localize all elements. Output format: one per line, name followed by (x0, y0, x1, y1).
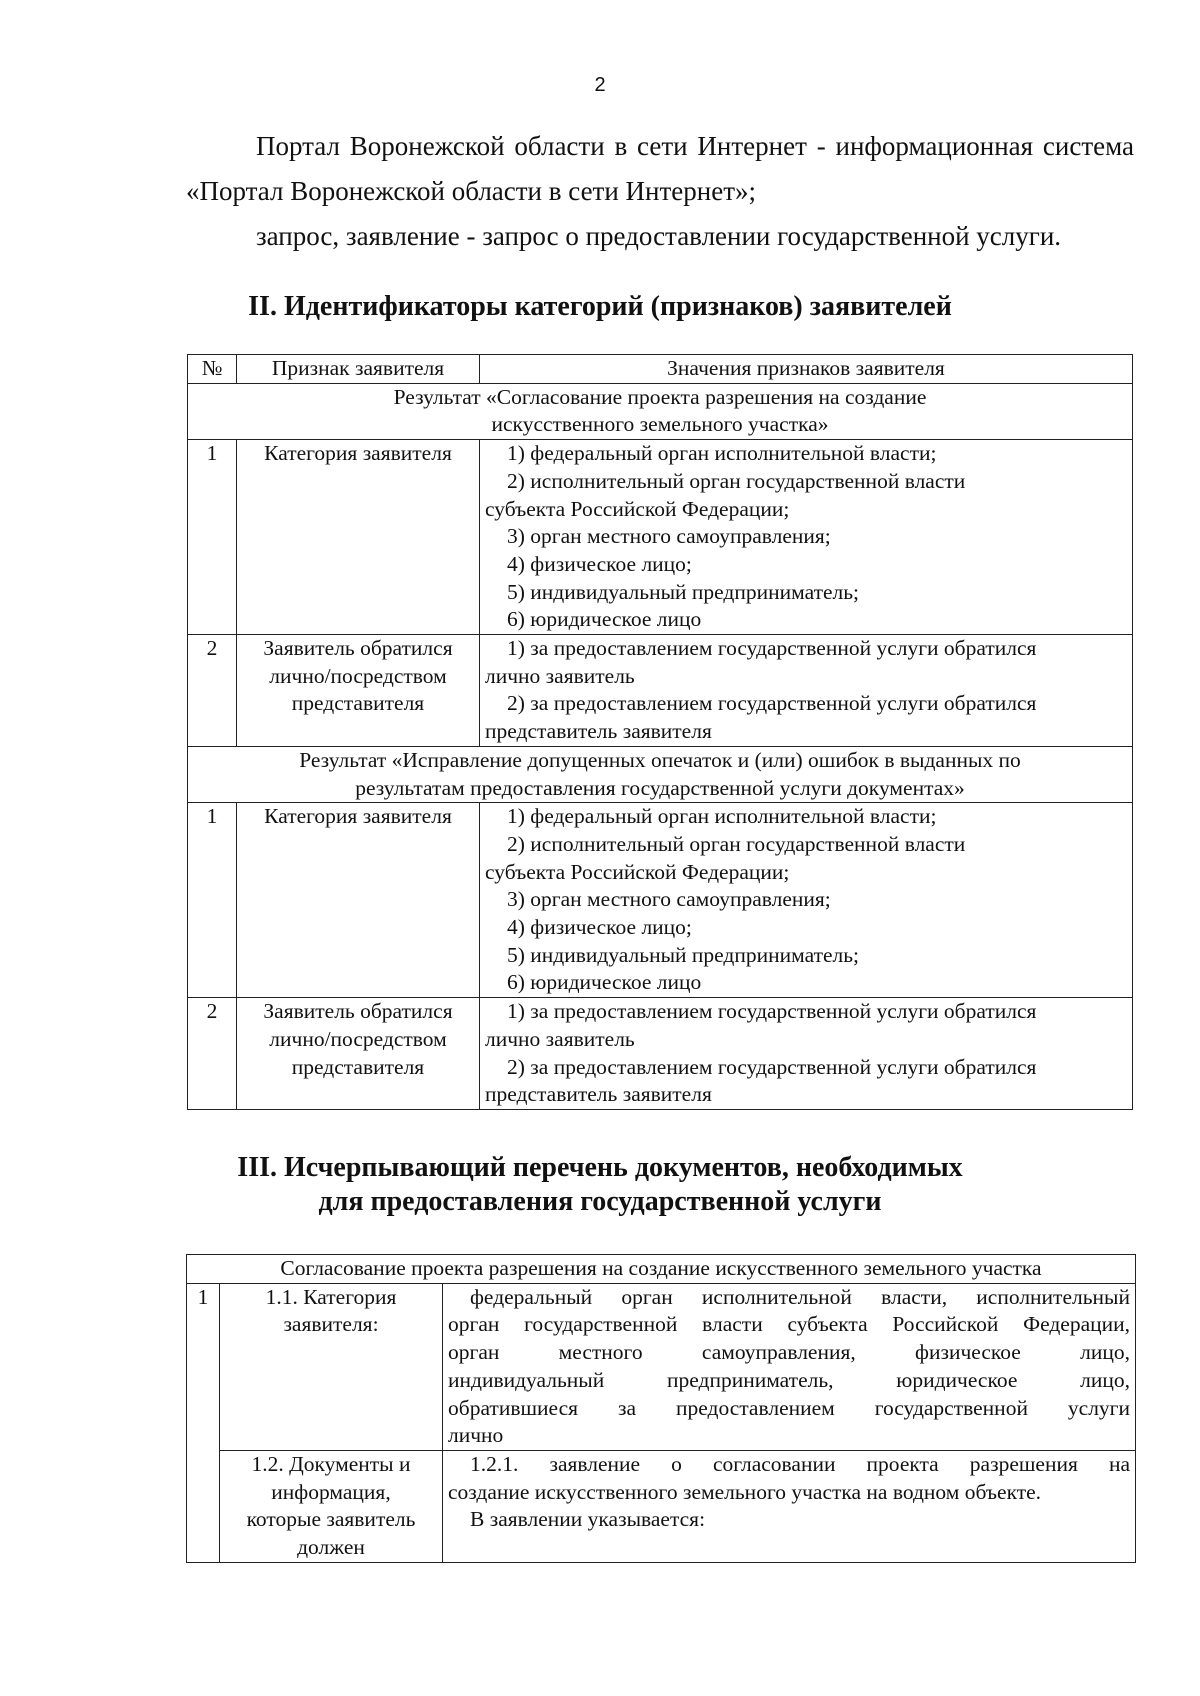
value-line: 3) орган местного самоуправления; (507, 887, 831, 912)
value-line: представитель заявителя (485, 1082, 712, 1107)
value-line: представитель заявителя (485, 719, 712, 744)
section-3-title-line: для предоставления государственной услуги (318, 1186, 882, 1217)
value-line: федеральный орган исполнительной власти, исполнительный (470, 1284, 1130, 1309)
section-3-title-line: III. Исчерпывающий перечень документов, необходимых (237, 1152, 963, 1183)
row-number: 2 (188, 635, 237, 747)
intro-paragraph-portal: Портал Воронежской области в сети Интернет - информационная система «Портал Воронежской области в сети Интернет»; (186, 131, 1134, 206)
value-line: 5) индивидуальный предприниматель; (507, 942, 860, 967)
row-values (480, 803, 1133, 998)
value-line: 2) исполнительный орган государственной власти (507, 831, 966, 856)
value-line: 4) физическое лицо; (507, 551, 692, 576)
row-attribute: Категория заявителя (237, 440, 480, 635)
table-header-row (187, 1255, 1136, 1284)
value-line: субъекта Российской Федерации; (485, 859, 790, 884)
col-values-header: Значения признаков заявителя (480, 355, 1133, 384)
attribute-line: представителя (291, 1054, 425, 1079)
col-attribute-header: Признак заявителя (237, 355, 480, 384)
attribute-line: Заявитель обратился (263, 636, 453, 661)
value-line: индивидуальный предприниматель, юридическое лицо, (448, 1367, 1130, 1392)
row-values (480, 635, 1133, 747)
table-row (188, 635, 1133, 747)
col-number-header: № (188, 355, 237, 384)
row-attribute (237, 635, 480, 747)
result-title-line: искусственного земельного участка» (491, 412, 829, 437)
value-line: 2) за предоставлением государственной услуги обратился (507, 1054, 1037, 1079)
section-2-title: II. Идентификаторы категорий (признаков) заявителей (248, 291, 952, 322)
attribute-line: Заявитель обратился (263, 999, 453, 1024)
row-number: 1 (187, 1283, 220, 1562)
value-line: 5) индивидуальный предприниматель; (507, 579, 860, 604)
result-row (188, 383, 1133, 439)
value-line: В заявлении указывается: (470, 1507, 706, 1532)
row-values (480, 440, 1133, 635)
row-number: 1 (188, 440, 237, 635)
label-line: должен (297, 1535, 365, 1560)
table-header-row (188, 355, 1133, 384)
value-line: 6) юридическое лицо (507, 607, 702, 632)
documents-table-header: Согласование проекта разрешения на создание искусственного земельного участка (187, 1255, 1136, 1284)
row-label (220, 1283, 443, 1450)
label-line: информация, (271, 1479, 391, 1504)
result-title-line: Результат «Согласование проекта разрешения на создание (393, 384, 927, 409)
row-label (220, 1450, 443, 1562)
value-line: 1) за предоставлением государственной услуги обратился (507, 999, 1037, 1024)
value-line: лично заявитель (485, 663, 635, 688)
table-row (188, 803, 1133, 998)
value-line: обратившиеся за предоставлением государственной услуги (448, 1395, 1130, 1420)
table-row (188, 998, 1133, 1110)
page-number: 2 (594, 74, 606, 96)
result-title (188, 383, 1133, 439)
row-value (443, 1450, 1136, 1562)
table-row (188, 440, 1133, 635)
row-number: 2 (188, 998, 237, 1110)
value-line: 1) федеральный орган исполнительной власти; (507, 441, 937, 466)
section-3-title (0, 1151, 1200, 1219)
value-line: создание искусственного земельного участка на водном объекте. (448, 1479, 1042, 1504)
row-attribute (237, 998, 480, 1110)
result-title (188, 746, 1133, 802)
result-title-line: Результат «Исправление допущенных опечаток и (или) ошибок в выданных по (299, 747, 1021, 772)
value-line: 1.2.1. заявление о согласовании проекта разрешения на (470, 1451, 1130, 1476)
attribute-line: лично/посредством (269, 1026, 447, 1051)
value-line: 1) федеральный орган исполнительной власти; (507, 804, 937, 829)
documents-list-table (186, 1254, 1136, 1563)
label-line: 1.2. Документы и (251, 1451, 411, 1476)
label-line: 1.1. Категория (265, 1284, 397, 1309)
applicant-identifiers-table (187, 354, 1133, 1110)
value-line: 2) за предоставлением государственной услуги обратился (507, 691, 1037, 716)
value-line: 6) юридическое лицо (507, 970, 702, 995)
row-number: 1 (188, 803, 237, 998)
result-row (188, 746, 1133, 802)
row-values (480, 998, 1133, 1110)
value-line: лично (448, 1423, 504, 1448)
value-line: 4) физическое лицо; (507, 915, 692, 940)
value-line: 2) исполнительный орган государственной власти (507, 468, 966, 493)
attribute-line: представителя (291, 691, 425, 716)
table-row (187, 1450, 1136, 1562)
value-line: орган государственной власти субъекта Российской Федерации, (448, 1312, 1130, 1337)
value-line: лично заявитель (485, 1026, 635, 1051)
row-value (443, 1283, 1136, 1450)
value-line: 1) за предоставлением государственной услуги обратился (507, 636, 1037, 661)
label-line: заявителя: (283, 1312, 379, 1337)
result-title-line: результатам предоставления государственной услуги документах» (355, 775, 965, 800)
value-line: орган местного самоуправления, физическое лицо, (448, 1340, 1130, 1365)
label-line: которые заявитель (246, 1507, 416, 1532)
value-line: 3) орган местного самоуправления; (507, 524, 831, 549)
intro-paragraph-request: запрос, заявление - запрос о предоставлении государственной услуги. (256, 221, 1062, 251)
row-attribute: Категория заявителя (237, 803, 480, 998)
value-line: субъекта Российской Федерации; (485, 496, 790, 521)
attribute-line: лично/посредством (269, 663, 447, 688)
table-row (187, 1283, 1136, 1450)
